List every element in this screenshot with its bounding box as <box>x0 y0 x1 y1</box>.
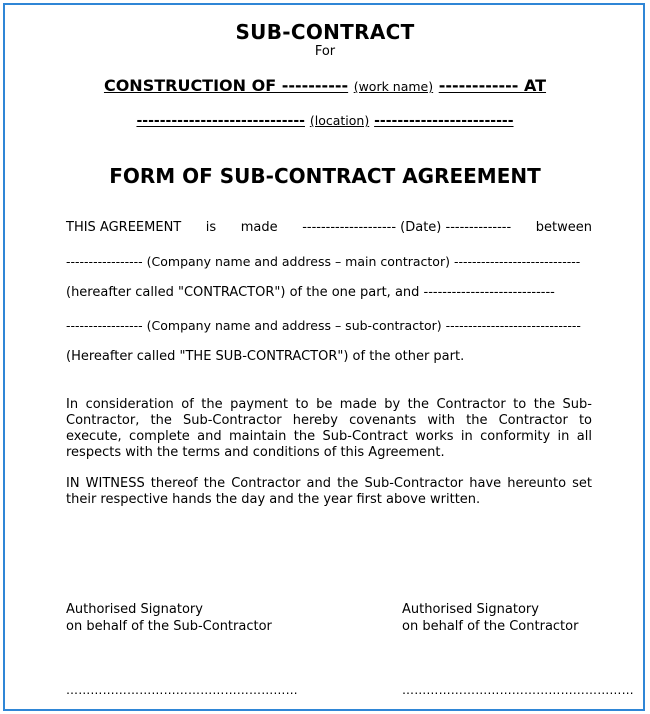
sub-contractor-line: ----------------- (Company name and address – sub-contractor) ------------------------------ <box>66 318 581 333</box>
sub-contractor-signature-line: ………………………………………………… <box>66 683 298 697</box>
signatory-behalf: on behalf of the Contractor <box>402 619 579 634</box>
sub-contractor-called-line: (Hereafter called "THE SUB-CONTRACTOR") of the other part. <box>66 349 465 364</box>
consideration-paragraph: In consideration of the payment to be made by the Contractor to the Sub-Contractor, the Sub-Contractor hereby covenants with the Contractor to execute, complete and maintain the Sub-Contract works in conformity in all respects with the terms and conditions of this Agreement. <box>66 397 592 460</box>
signatory-title: Authorised Signatory <box>402 602 539 617</box>
contractor-signature-block <box>402 601 578 635</box>
agreement-line <box>66 220 592 235</box>
location-prefix: ----------------------------- <box>136 113 305 129</box>
construction-line <box>0 76 650 95</box>
location-line <box>0 113 650 129</box>
date-blank: -------------------- (Date) -------------- <box>302 220 512 235</box>
main-contractor-line: ----------------- (Company name and address – main contractor) ---------------------------- <box>66 254 581 269</box>
construction-suffix: ------------ AT <box>438 76 547 95</box>
contractor-called-line: (hereafter called "CONTRACTOR") of the one part, and ---------------------------- <box>66 285 555 300</box>
made-text: made <box>240 220 278 235</box>
witness-paragraph: IN WITNESS thereof the Contractor and the Sub-Contractor have hereunto set their respective hands the day and the year first above written. <box>66 476 592 507</box>
document-title: SUB-CONTRACT <box>235 20 415 44</box>
for-label: For <box>314 44 336 59</box>
location-placeholder: (location) <box>309 113 370 128</box>
is-text: is <box>205 220 217 235</box>
sub-contractor-signature-block <box>66 601 272 635</box>
location-suffix: ------------------------ <box>374 113 514 129</box>
signatory-behalf: on behalf of the Sub-Contractor <box>66 619 272 634</box>
signatory-title: Authorised Signatory <box>66 602 203 617</box>
contractor-signature-line: ………………………………………………… <box>402 683 634 697</box>
construction-prefix: CONSTRUCTION OF ---------- <box>103 76 349 95</box>
this-agreement-text: THIS AGREEMENT <box>66 220 182 235</box>
work-name-placeholder: (work name) <box>353 79 434 94</box>
form-title: FORM OF SUB-CONTRACT AGREEMENT <box>109 164 541 188</box>
between-text: between <box>535 220 592 235</box>
